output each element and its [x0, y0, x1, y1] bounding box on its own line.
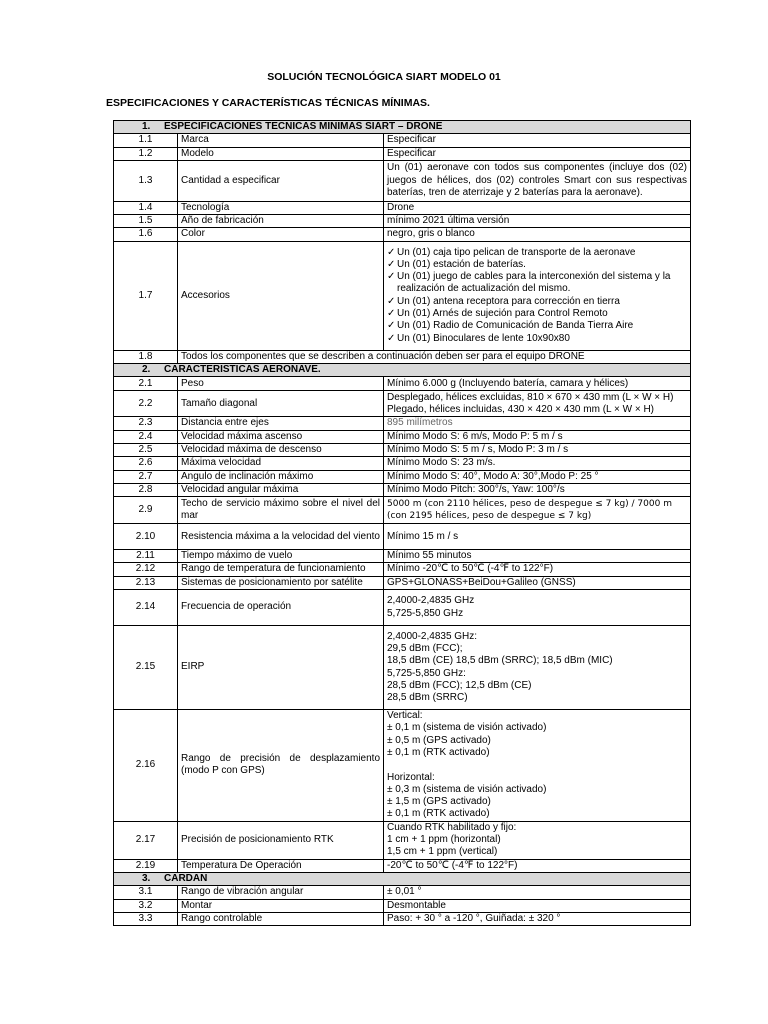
- check-icon: ✓: [387, 246, 396, 258]
- item-value: [384, 483, 691, 496]
- item-note: Todos los componentes que se describen a continuación deben ser para el equipo DRONE: [178, 350, 691, 363]
- table-row: [114, 391, 691, 417]
- table-row: [114, 147, 691, 160]
- value-line: Mínimo Modo S: 5 m / s, Modo P: 3 m / s: [387, 443, 569, 455]
- table-row: [114, 912, 691, 925]
- table-row: [114, 550, 691, 563]
- section-header-row: [114, 364, 691, 377]
- value-line: ± 1,5 m (GPS activado): [387, 796, 491, 808]
- item-label: Sistemas de posicionamiento por satélite: [178, 576, 384, 589]
- item-number: 2.14: [114, 590, 178, 626]
- section-number: 1.: [142, 121, 151, 132]
- value-line: Plegado, hélices incluidas, 430 × 420 × 430 mm (L × W × H): [387, 403, 654, 415]
- value-line: ± 0,1 m (RTK activado): [387, 808, 490, 820]
- item-label: EIRP: [178, 626, 384, 710]
- value-line: 5,725-5,850 GHz: [387, 607, 464, 619]
- value-line: Desplegado, hélices excluidas, 810 × 670 × 430 mm (L × W × H): [387, 391, 674, 403]
- value-line: Mínimo 15 m / s: [387, 530, 459, 542]
- item-label: Modelo: [178, 147, 384, 160]
- item-label: Rango de vibración angular: [178, 886, 384, 899]
- section-title: CARACTERISTICAS AERONAVE.: [164, 364, 321, 376]
- item-number: 2.12: [114, 563, 178, 576]
- section-header-cell: [114, 872, 691, 885]
- item-number: 2.15: [114, 626, 178, 710]
- value-line: 1 cm + 1 ppm (horizontal): [387, 834, 501, 846]
- item-label: Marca: [178, 134, 384, 147]
- table-row: [114, 859, 691, 872]
- list-item-text: Un (01) antena receptora para corrección en tierra: [397, 295, 620, 307]
- item-label: Temperatura De Operación: [178, 859, 384, 872]
- item-number: 2.5: [114, 443, 178, 456]
- table-row: [114, 215, 691, 228]
- item-value: [384, 147, 691, 160]
- list-item: [387, 308, 687, 320]
- item-value: [384, 470, 691, 483]
- table-row: [114, 417, 691, 430]
- table-row: [114, 350, 691, 363]
- table-row: [114, 483, 691, 496]
- item-label: Tamaño diagonal: [178, 391, 384, 417]
- value-line: 2,4000-2,4835 GHz: [387, 595, 475, 607]
- item-number: 2.4: [114, 430, 178, 443]
- table-row: [114, 201, 691, 214]
- item-number: 1.5: [114, 215, 178, 228]
- check-icon: ✓: [387, 258, 396, 270]
- value-line: 28,5 dBm (SRRC): [387, 692, 468, 704]
- item-value: [384, 899, 691, 912]
- item-number: 1.2: [114, 147, 178, 160]
- value-line: 5,725-5,850 GHz:: [387, 667, 466, 679]
- item-value: [384, 886, 691, 899]
- check-icon: ✓: [387, 320, 396, 332]
- item-number: 3.1: [114, 886, 178, 899]
- item-value: [384, 391, 691, 417]
- check-icon: ✓: [387, 308, 396, 320]
- value-line: ± 0,3 m (sistema de visión activado): [387, 783, 547, 795]
- value-line: Especificar: [387, 147, 436, 159]
- item-value: [384, 859, 691, 872]
- table-row: [114, 241, 691, 350]
- item-value: [384, 377, 691, 391]
- item-value: [384, 457, 691, 470]
- table-row: [114, 160, 691, 201]
- list-item-text: Un (01) caja tipo pelican de transporte de la aeronave: [397, 246, 636, 258]
- check-icon: ✓: [387, 295, 396, 307]
- check-icon: ✓: [387, 271, 396, 283]
- value-line: -20℃ to 50℃ (-4℉ to 122°F): [387, 859, 518, 871]
- item-label: Resistencia máxima a la velocidad del viento: [178, 524, 384, 550]
- value-line: ± 0,5 m (GPS activado): [387, 734, 491, 746]
- list-item: [387, 320, 687, 332]
- item-number: 3.2: [114, 899, 178, 912]
- list-item-text: Un (01) juego de cables para la interconexión del sistema y la realización de actualización del mismo.: [397, 271, 671, 295]
- item-value: [384, 497, 691, 524]
- item-label: Rango de temperatura de funcionamiento: [178, 563, 384, 576]
- table-row: [114, 134, 691, 147]
- item-value: [384, 576, 691, 589]
- value-line: 895 milímetros: [387, 417, 453, 429]
- value-line: 1,5 cm + 1 ppm (vertical): [387, 846, 498, 858]
- value-line: Mínimo Modo S: 23 m/s.: [387, 457, 496, 469]
- table-row: [114, 497, 691, 524]
- list-item: [387, 271, 687, 296]
- value-line: Especificar: [387, 134, 436, 146]
- value-line: Mínimo 55 minutos: [387, 550, 472, 562]
- item-label: Frecuencia de operación: [178, 590, 384, 626]
- section-header-row: [114, 872, 691, 885]
- item-number: 1.7: [114, 241, 178, 350]
- section-header-cell: [114, 121, 691, 134]
- item-value: [384, 201, 691, 214]
- value-line: Mínimo Modo Pitch: 300°/s, Yaw: 100°/s: [387, 483, 565, 495]
- item-value: [384, 134, 691, 147]
- value-line: Un (01) aeronave con todos sus componentes (incluye dos (02) juegos de hélices, dos (02) controles Smart con sus respectivas baterías, tren de aterrizaje y 2 baterías para la aeronave).: [387, 162, 687, 199]
- item-label: Techo de servicio máximo sobre el nivel del mar: [178, 497, 384, 524]
- list-item: [387, 333, 687, 345]
- table-row: [114, 563, 691, 576]
- list-item-text: Un (01) Arnés de sujeción para Control Remoto: [397, 308, 608, 320]
- value-line: mínimo 2021 última versión: [387, 215, 510, 227]
- value-line: Horizontal:: [387, 771, 435, 783]
- item-number: 1.4: [114, 201, 178, 214]
- table-row: [114, 626, 691, 710]
- section-number: 3.: [142, 872, 151, 884]
- item-number: 2.13: [114, 576, 178, 589]
- item-value: [384, 590, 691, 626]
- accessories-list: [387, 247, 687, 345]
- table-row: [114, 457, 691, 470]
- value-line: Mínimo -20℃ to 50℃ (-4℉ to 122°F): [387, 563, 554, 575]
- list-item-text: Un (01) Binoculares de lente 10x90x80: [397, 332, 570, 344]
- value-line: Desmontable: [387, 899, 446, 911]
- item-value: [384, 912, 691, 925]
- list-item: [387, 259, 687, 271]
- table-row: [114, 886, 691, 899]
- value-line: 29,5 dBm (FCC);: [387, 642, 463, 654]
- table-row: [114, 377, 691, 391]
- item-number: 3.3: [114, 912, 178, 925]
- item-value: [384, 241, 691, 350]
- item-number: 2.7: [114, 470, 178, 483]
- item-number: 2.17: [114, 821, 178, 859]
- section-title: CARDAN: [164, 872, 208, 884]
- table-row: [114, 590, 691, 626]
- table-row: [114, 524, 691, 550]
- item-value: [384, 524, 691, 550]
- value-line: [387, 759, 687, 771]
- item-label: Rango de precisión de desplazamiento (modo P con GPS): [178, 710, 384, 822]
- item-number: 2.11: [114, 550, 178, 563]
- table-row: [114, 228, 691, 241]
- table-row: [114, 899, 691, 912]
- table-row: [114, 710, 691, 822]
- item-number: 2.9: [114, 497, 178, 524]
- item-label: Máxima velocidad: [178, 457, 384, 470]
- list-item: [387, 247, 687, 259]
- item-label: Tiempo máximo de vuelo: [178, 550, 384, 563]
- value-line: ± 0,01 °: [387, 886, 422, 898]
- item-label: Montar: [178, 899, 384, 912]
- item-label: Velocidad máxima de descenso: [178, 443, 384, 456]
- item-value: [384, 228, 691, 241]
- list-item-text: Un (01) estación de baterías.: [397, 258, 526, 270]
- item-label: Peso: [178, 377, 384, 391]
- document-title: SOLUCIÓN TECNOLÓGICA SIART MODELO 01: [267, 71, 501, 83]
- item-value: [384, 443, 691, 456]
- value-line: Cuando RTK habilitado y fijo:: [387, 821, 517, 833]
- value-line: 2,4000-2,4835 GHz:: [387, 630, 478, 642]
- item-value: [384, 417, 691, 430]
- table-row: [114, 443, 691, 456]
- value-line: negro, gris o blanco: [387, 228, 475, 240]
- item-number: 2.6: [114, 457, 178, 470]
- section-title: ESPECIFICACIONES TECNICAS MINIMAS SIART – DRONE: [164, 121, 443, 132]
- value-line: Mínimo 6.000 g (Incluyendo batería, camara y hélices): [387, 377, 629, 389]
- value-line: 18,5 dBm (CE) 18,5 dBm (SRRC); 18,5 dBm (MIC): [387, 655, 613, 667]
- item-value: [384, 563, 691, 576]
- item-value: [384, 626, 691, 710]
- table-row: [114, 470, 691, 483]
- item-number: 2.1: [114, 377, 178, 391]
- section-header-cell: [114, 364, 691, 377]
- item-number: 1.1: [114, 134, 178, 147]
- item-number: 2.19: [114, 859, 178, 872]
- value-line: Vertical:: [387, 710, 423, 722]
- value-line: Drone: [387, 201, 415, 213]
- value-line: GPS+GLONASS+BeiDou+Galileo (GNSS): [387, 576, 576, 588]
- item-label: Precisión de posicionamiento RTK: [178, 821, 384, 859]
- document-subtitle: ESPECIFICACIONES Y CARACTERÍSTICAS TÉCNICAS MÍNIMAS.: [106, 97, 430, 109]
- value-line: 28,5 dBm (FCC); 12,5 dBm (CE): [387, 679, 532, 691]
- item-number: 2.3: [114, 417, 178, 430]
- item-number: 1.8: [114, 350, 178, 363]
- table-row: [114, 576, 691, 589]
- item-label: Accesorios: [178, 241, 384, 350]
- item-label: Distancia entre ejes: [178, 417, 384, 430]
- item-number: 1.3: [114, 160, 178, 201]
- item-value: [384, 550, 691, 563]
- item-value: [384, 430, 691, 443]
- item-label: Rango controlable: [178, 912, 384, 925]
- item-value: [384, 710, 691, 822]
- section-header-row: [114, 121, 691, 134]
- section-number: 2.: [142, 364, 151, 376]
- value-line: Mínimo Modo S: 40°, Modo A: 30°,Modo P: 25 °: [387, 470, 599, 482]
- item-label: Color: [178, 228, 384, 241]
- value-line: Mínimo Modo S: 6 m/s, Modo P: 5 m / s: [387, 430, 563, 442]
- list-item-text: Un (01) Radio de Comunicación de Banda Tierra Aire: [397, 320, 634, 332]
- item-label: Velocidad máxima ascenso: [178, 430, 384, 443]
- value-line: 5000 m (con 2110 hélices, peso de despegue ≤ 7 kg) / 7000 m (con 2195 hélices, peso de despegue ≤ 7 kg): [387, 498, 672, 522]
- item-number: 1.6: [114, 228, 178, 241]
- item-value: [384, 821, 691, 859]
- value-line: Paso: + 30 ° a -120 °, Guiñada: ± 320 °: [387, 912, 561, 924]
- item-label: Velocidad angular máxima: [178, 483, 384, 496]
- check-icon: ✓: [387, 332, 396, 344]
- value-line: ± 0,1 m (sistema de visión activado): [387, 722, 547, 734]
- item-number: 2.10: [114, 524, 178, 550]
- item-number: 2.2: [114, 391, 178, 417]
- item-value: [384, 215, 691, 228]
- item-label: Cantidad a especificar: [178, 160, 384, 201]
- item-value: [384, 160, 691, 201]
- table-row: [114, 821, 691, 859]
- spec-table: [113, 120, 691, 926]
- value-line: ± 0,1 m (RTK activado): [387, 746, 490, 758]
- item-label: Año de fabricación: [178, 215, 384, 228]
- table-row: [114, 430, 691, 443]
- item-label: Angulo de inclinación máximo: [178, 470, 384, 483]
- item-number: 2.8: [114, 483, 178, 496]
- item-number: 2.16: [114, 710, 178, 822]
- item-label: Tecnología: [178, 201, 384, 214]
- list-item: [387, 296, 687, 308]
